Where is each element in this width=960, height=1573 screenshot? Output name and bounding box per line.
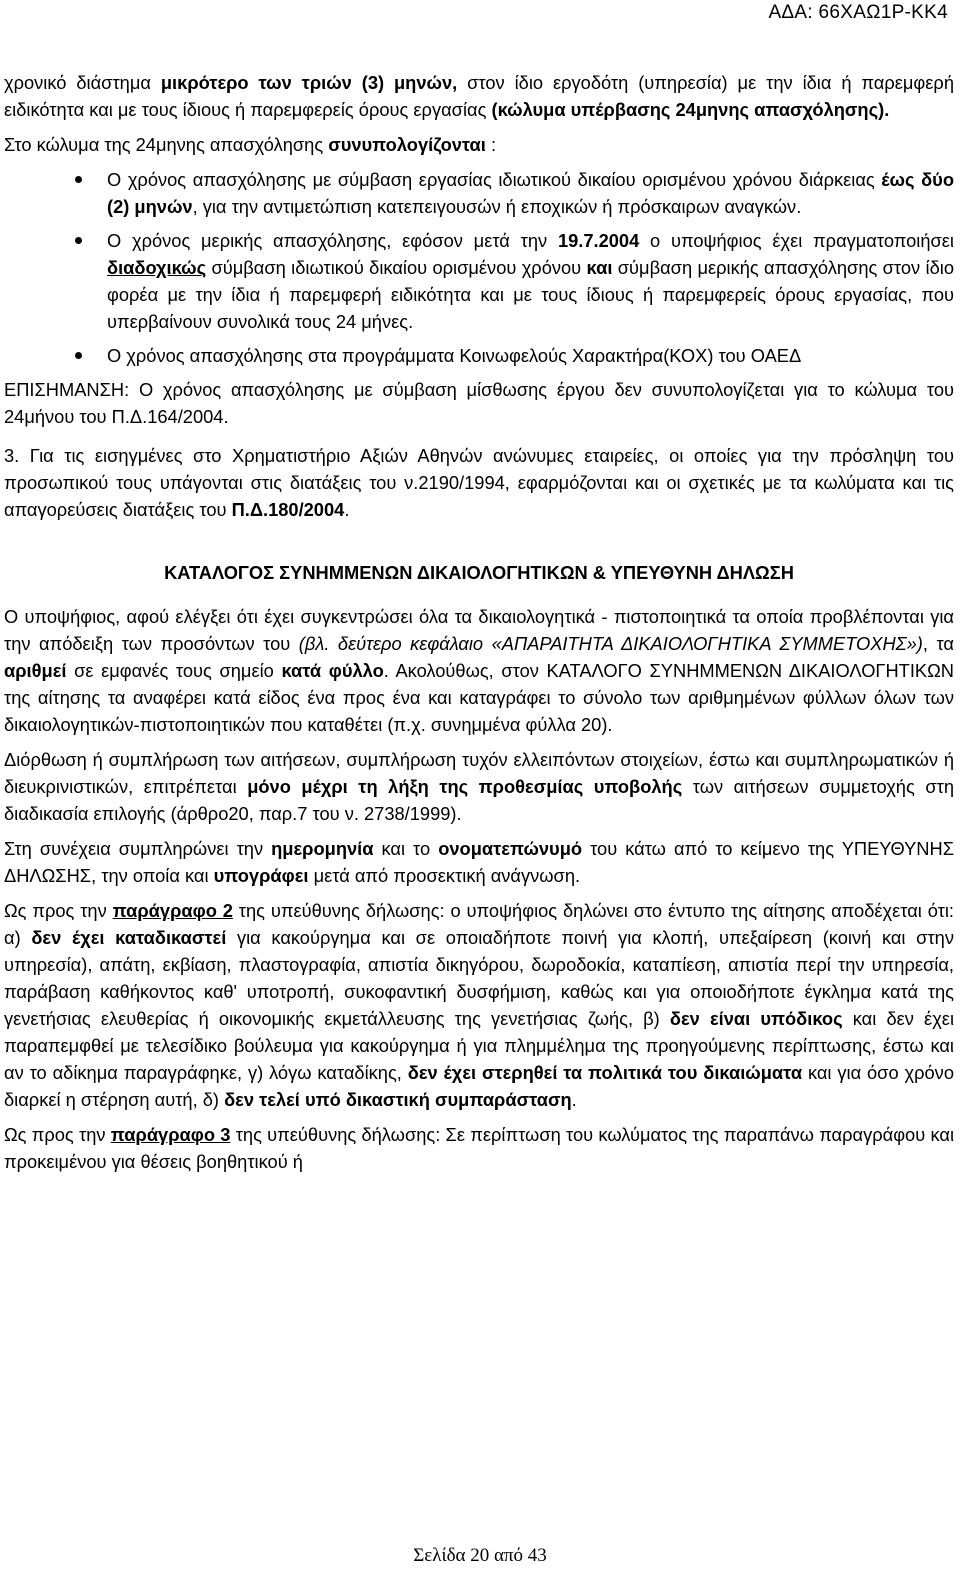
- bullet-icon: [75, 352, 82, 359]
- paragraph-signature: Στη συνέχεια συμπληρώνει την ημερομηνία και το ονοματεπώνυμό του κάτω από το κείμενο της ΥΠΕΥΘΥΝΗΣ ΔΗΛΩΣΗΣ, την οποία και υπογράφει μετά από προσεκτική ανάγνωση.: [4, 838, 954, 886]
- list-item: Ο χρόνος απασχόλησης με σύμβαση εργασίας ιδιωτικού δικαίου ορισμένου χρόνου διάρκειας έως δύο (2) μηνών, για την αντιμετώπιση κατεπειγουσών ή εποχικών ή πρόσκαιρων αναγκών.: [4, 166, 954, 220]
- bullet-list: [4, 166, 954, 369]
- document-body: [4, 69, 954, 1175]
- paragraph-kolyma-intro: χρονικό διάστημα μικρότερο των τριών (3) μηνών, στον ίδιο εργοδότη (υπηρεσία) με την ίδια ή παρεμφερή ειδικότητα και με τους ίδιους ή παρεμφερείς όρους εργασίας (κώλυμα υπέρβασης 24μηνης απασχόλησης).: [4, 72, 954, 120]
- paragraph-section-2: Ως προς την παράγραφο 2 της υπεύθυνης δήλωσης: ο υποψήφιος δηλώνει στο έντυπο της αίτησης αποδέχεται ότι: α) δεν έχει καταδικαστεί για κακούργημα και σε οποιαδήποτε ποινή για κλοπή, υπεξαίρεση (κοινή και στην υπηρεσία), απάτη, εκβίαση, πλαστογραφία, απιστία δικηγόρου, δωροδοκία, καταπίεση, απιστία περί την υπηρεσία, παράβαση καθήκοντος καθ' υποτροπή, συκοφαντική δυσφήμιση, καθώς και για οποιοδήποτε έγκλημα κατά της γενετήσιας ελευθερίας ή οικονομικής εκμετάλλευσης της γενετήσιας ζωής, β) δεν είναι υπόδικος και δεν έχει παραπεμφθεί με τελεσίδικο βούλευμα για κακούργημα ή για πλημμέλημα της προηγούμενης περίπτωσης, έστω και αν το αδίκημα παραγράφηκε, γ) λόγω καταδίκης, δεν έχει στερηθεί τα πολιτικά του δικαιώματα και για όσο χρόνο διαρκεί η στέρηση αυτή, δ) δεν τελεί υπό δικαστική συμπαράσταση.: [4, 900, 955, 1110]
- paragraph-listed-companies: 3. Για τις εισηγμένες στο Χρηματιστήριο Αξιών Αθηνών ανώνυμες εταιρείες, οι οποίες για την πρόσληψη του προσωπικού τους υπάγονται στις διατάξεις του ν.2190/1994, εφαρμόζονται και οι σχετικές με τα κωλύματα και τις απαγορεύσεις διατάξεις του Π.Δ.180/2004.: [4, 445, 954, 520]
- paragraph-section-3: Ως προς την παράγραφο 3 της υπεύθυνης δήλωσης: Σε περίπτωση του κωλύματος της παραπάνω παραγράφου και προκειμένου για θέσεις βοηθητικού ή: [4, 1124, 955, 1172]
- page-number: Σελίδα 20 από 43: [413, 1545, 547, 1566]
- paragraph-note: ΕΠΙΣΗΜΑΝΣΗ: Ο χρόνος απασχόλησης με σύμβαση μίσθωσης έργου δεν συνυπολογίζεται για το κώλυμα του 24μήνου του Π.Δ.164/2004.: [4, 379, 954, 427]
- paragraph-corrections: Διόρθωση ή συμπλήρωση των αιτήσεων, συμπλήρωση τυχόν ελλειπόντων στοιχείων, έστω και συμπληρωματικών ή διευκρινιστικών, επιτρέπεται μόνο μέχρι τη λήξη της προθεσμίας υποβολής των αιτήσεων συμμετοχής στη διαδικασία επιλογής (άρθρο20, παρ.7 του ν. 2738/1999).: [4, 749, 954, 824]
- bullet-icon: [75, 176, 82, 183]
- ada-code: ΑΔΑ: 66ΧΑΩ1Ρ-ΚΚ4: [768, 2, 948, 23]
- paragraph-synypologizontai: Στο κώλυμα της 24μηνης απασχόλησης συνυπολογίζονται :: [4, 134, 497, 155]
- section-title: ΚΑΤΑΛΟΓΟΣ ΣΥΝΗΜΜΕΝΩΝ ΔΙΚΑΙΟΛΟΓΗΤΙΚΩΝ & ΥΠΕΥΘΥΝΗ ΔΗΛΩΣΗ: [164, 562, 794, 583]
- list-item: Ο χρόνος μερικής απασχόλησης, εφόσον μετά την 19.7.2004 ο υποψήφιος έχει πραγματοποιήσει διαδοχικώς σύμβαση ιδιωτικού δικαίου ορισμένου χρόνου και σύμβαση μερικής απασχόλησης στον ίδιο φορέα με την ίδια ή παρεμφερή ειδικότητα και με τους ίδιους ή παρεμφερείς όρους εργασίας, που υπερβαίνουν συνολικά τους 24 μήνες.: [4, 227, 954, 335]
- paragraph-catalog-instructions: Ο υποψήφιος, αφού ελέγξει ότι έχει συγκεντρώσει όλα τα δικαιολογητικά - πιστοποιητικά τα οποία προβλέπονται για την απόδειξη των προσόντων του (βλ. δεύτερο κεφάλαιο «ΑΠΑΡΑΙΤΗΤΑ ΔΙΚΑΙΟΛΟΓΗΤΙΚΑ ΣΥΜΜΕΤΟΧΗΣ»), τα αριθμεί σε εμφανές τους σημείο κατά φύλλο. Ακολούθως, στον ΚΑΤΑΛΟΓΟ ΣΥΝΗΜΜΕΝΩΝ ΔΙΚΑΙΟΛΟΓΗΤΙΚΩΝ της αίτησης τα αναφέρει κατά είδος ένα προς ένα και καταγράφει το σύνολο των αριθμημένων φύλλων όλων των δικαιολογητικών-πιστοποιητικών που καταθέτει (π.χ. συνημμένα φύλλα 20).: [4, 606, 954, 735]
- list-item: Ο χρόνος απασχόλησης στα προγράμματα Κοινωφελούς Χαρακτήρα(ΚΟΧ) του ΟΑΕΔ: [4, 342, 954, 369]
- note-label: ΕΠΙΣΗΜΑΝΣΗ:: [4, 379, 130, 400]
- bullet-icon: [75, 237, 82, 244]
